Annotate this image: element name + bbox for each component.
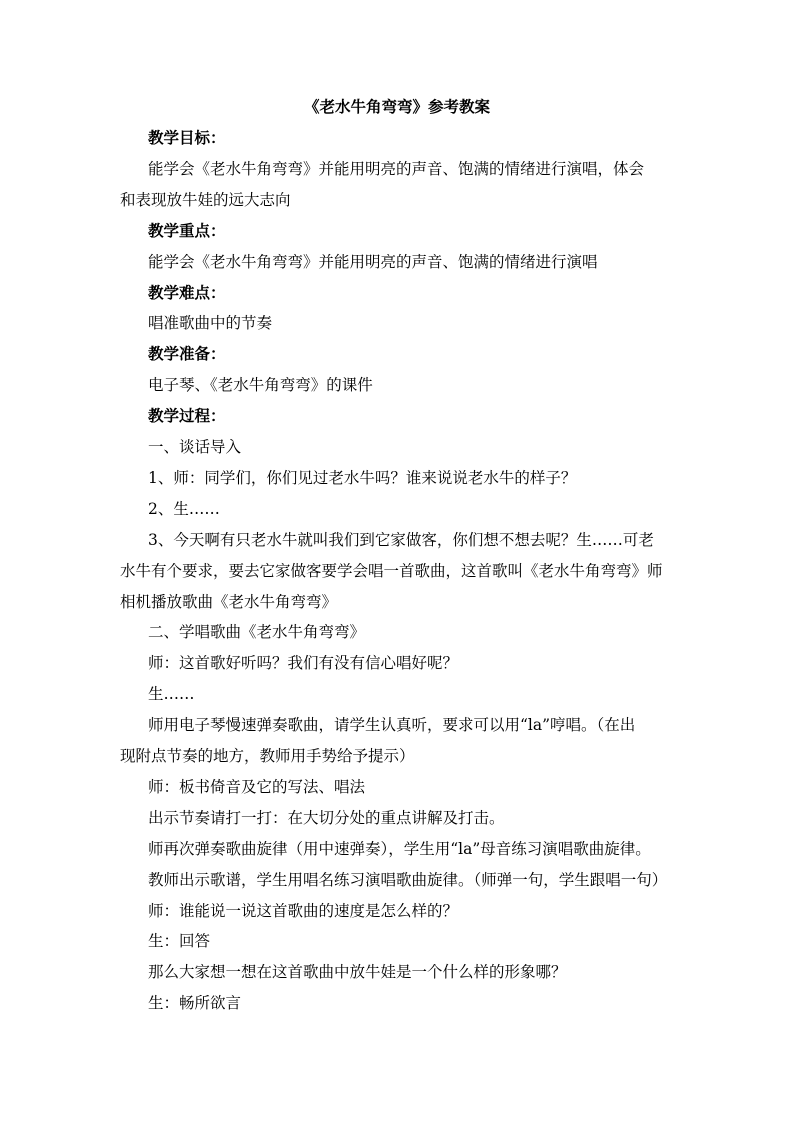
body-line: 能学会《老水牛角弯弯》并能用明亮的声音、饱满的情绪进行演唱，体会	[148, 159, 645, 178]
body-line: 生……	[148, 685, 195, 704]
body-line: 师：谁能说一说这首歌曲的速度是怎么样的？	[148, 901, 459, 920]
document-title: 《老水牛角弯弯》参考教案	[303, 97, 490, 116]
body-line: 生：回答	[148, 932, 211, 951]
body-line: 师：这首歌好听吗？我们有没有信心唱好呢？	[148, 654, 459, 673]
body-line: 唱准歌曲中的节奏	[148, 314, 273, 333]
body-line: 生：畅所欲言	[148, 994, 242, 1013]
body-line: 现附点节奏的地方，教师用手势给予提示）	[120, 747, 415, 765]
body-line: 电子琴、《老水牛角弯弯》的课件	[148, 376, 373, 395]
body-line: 一、谈话导入	[148, 438, 242, 456]
body-line: 出示节奏请打一打：在大切分处的重点讲解及打击。	[148, 808, 505, 827]
body-line: 师再次弹奏歌曲旋律（用中速弹奏），学生用“la”母音练习演唱歌曲旋律。	[148, 839, 651, 858]
body-line: 能学会《老水牛角弯弯》并能用明亮的声音、饱满的情绪进行演唱	[148, 252, 598, 271]
body-line: 1、师：同学们，你们见过老水牛吗？谁来说说老水牛的样子？	[148, 468, 577, 487]
body-line: 3、今天啊有只老水牛就叫我们到它家做客，你们想不想去呢？生……可老	[148, 530, 654, 549]
body-line: 和表现放牛娃的远大志向	[120, 190, 291, 209]
body-line: 师用电子琴慢速弹奏歌曲，请学生认真听，要求可以用“la”哼唱。（在出	[148, 716, 636, 735]
section-heading: 教学过程：	[148, 406, 226, 426]
body-line: 相机播放歌曲《老水牛角弯弯》	[120, 592, 338, 611]
body-line: 教师出示歌谱，学生用唱名练习演唱歌曲旋律。（师弹一句，学生跟唱一句）	[148, 870, 668, 889]
section-heading: 教学难点：	[148, 282, 226, 302]
body-line: 师：板书倚音及它的写法、唱法	[148, 777, 366, 796]
section-heading: 教学目标：	[148, 128, 226, 147]
body-line: 水牛有个要求，要去它家做客要学会唱一首歌曲，这首歌叫《老水牛角弯弯》师	[120, 561, 663, 580]
section-heading: 教学重点：	[148, 220, 226, 240]
body-line: 2、生……	[148, 499, 220, 518]
section-heading: 教学准备：	[148, 344, 226, 364]
body-line: 二、学唱歌曲《老水牛角弯弯》	[148, 623, 366, 642]
body-line: 那么大家想一想在这首歌曲中放牛娃是一个什么样的形象哪？	[148, 963, 567, 982]
